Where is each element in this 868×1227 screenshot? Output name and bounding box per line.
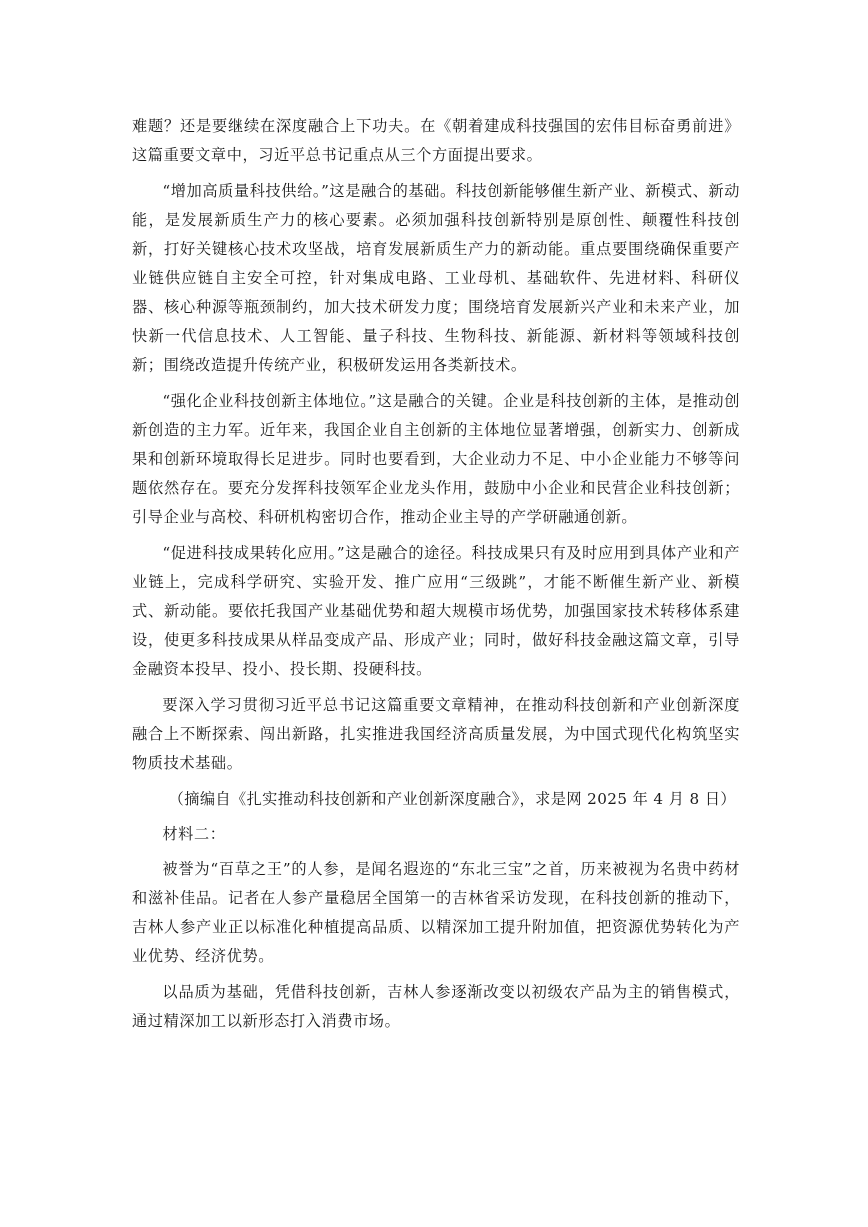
- paragraph-intro: 难题？还是要继续在深度融合上下功夫。在《朝着建成科技强国的宏伟目标奋勇前进》这篇重要文章中，习近平总书记重点从三个方面提出要求。: [132, 117, 740, 164]
- paragraph-enterprise: “强化企业科技创新主体地位。”这是融合的关键。企业是科技创新的主体，是推动创新创造的主力军。近年来，我国企业自主创新的主体地位显著增强，创新实力、创新成果和创新环境取得长足进步。同时也要看到，大企业动力不足、中小企业能力不够等问题依然存在。要充分发挥科技领军企业龙头作用，鼓励中小企业和民营企业科技创新；引导企业与高校、科研机构密切合作，推动企业主导的产学研融通创新。: [132, 392, 740, 526]
- material-paragraph-quality: 以品质为基础，凭借科技创新，吉林人参逐渐改变以初级农产品为主的销售模式，通过精深加工以新形态打入消费市场。: [132, 983, 740, 1030]
- document-body: [132, 112, 740, 1043]
- material-two-heading: 材料二：: [162, 825, 226, 843]
- paragraph-conclusion: 要深入学习贯彻习近平总书记这篇重要文章精神，在推动科技创新和产业创新深度融合上不断探索、闯出新路，扎实推进我国经济高质量发展，为中国式现代化构筑坚实物质技术基础。: [132, 696, 740, 772]
- paragraph-transformation: “促进科技成果转化应用。”这是融合的途径。科技成果只有及时应用到具体产业和产业链上，完成科学研究、实验开发、推广应用“三级跳”，才能不断催生新产业、新模式、新动能。要依托我国产业基础优势和超大规模市场优势，加强国家技术转移体系建设，使更多科技成果从样品变成产品、形成产业；同时，做好科技金融这篇文章，引导金融资本投早、投小、投长期、投硬科技。: [132, 544, 740, 678]
- paragraph-supply: “增加高质量科技供给。”这是融合的基础。科技创新能够催生新产业、新模式、新动能，是发展新质生产力的核心要素。必须加强科技创新特别是原创性、颠覆性科技创新，打好关键核心技术攻坚战，培育发展新质生产力的新动能。重点要围绕确保重要产业链供应链自主安全可控，针对集成电路、工业母机、基础软件、先进材料、科研仪器、核心种源等瓶颈制约，加大技术研发力度；围绕培育发展新兴产业和未来产业，加快新一代信息技术、人工智能、量子科技、生物科技、新能源、新材料等领域科技创新；围绕改造提升传统产业，积极研发运用各类新技术。: [132, 182, 740, 374]
- material-paragraph-ginseng: 被誉为“百草之王”的人参，是闻名遐迩的“东北三宝”之首，历来被视为名贵中药材和滋补佳品。记者在人参产量稳居全国第一的吉林省采访发现，在科技创新的推动下，吉林人参产业正以标准化种植提高品质、以精深加工提升附加值，把资源优势转化为产业优势、经济优势。: [132, 860, 740, 965]
- source-citation: （摘编自《扎实推动科技创新和产业创新深度融合》，求是网 2025 年 4 月 8 日）: [168, 790, 736, 808]
